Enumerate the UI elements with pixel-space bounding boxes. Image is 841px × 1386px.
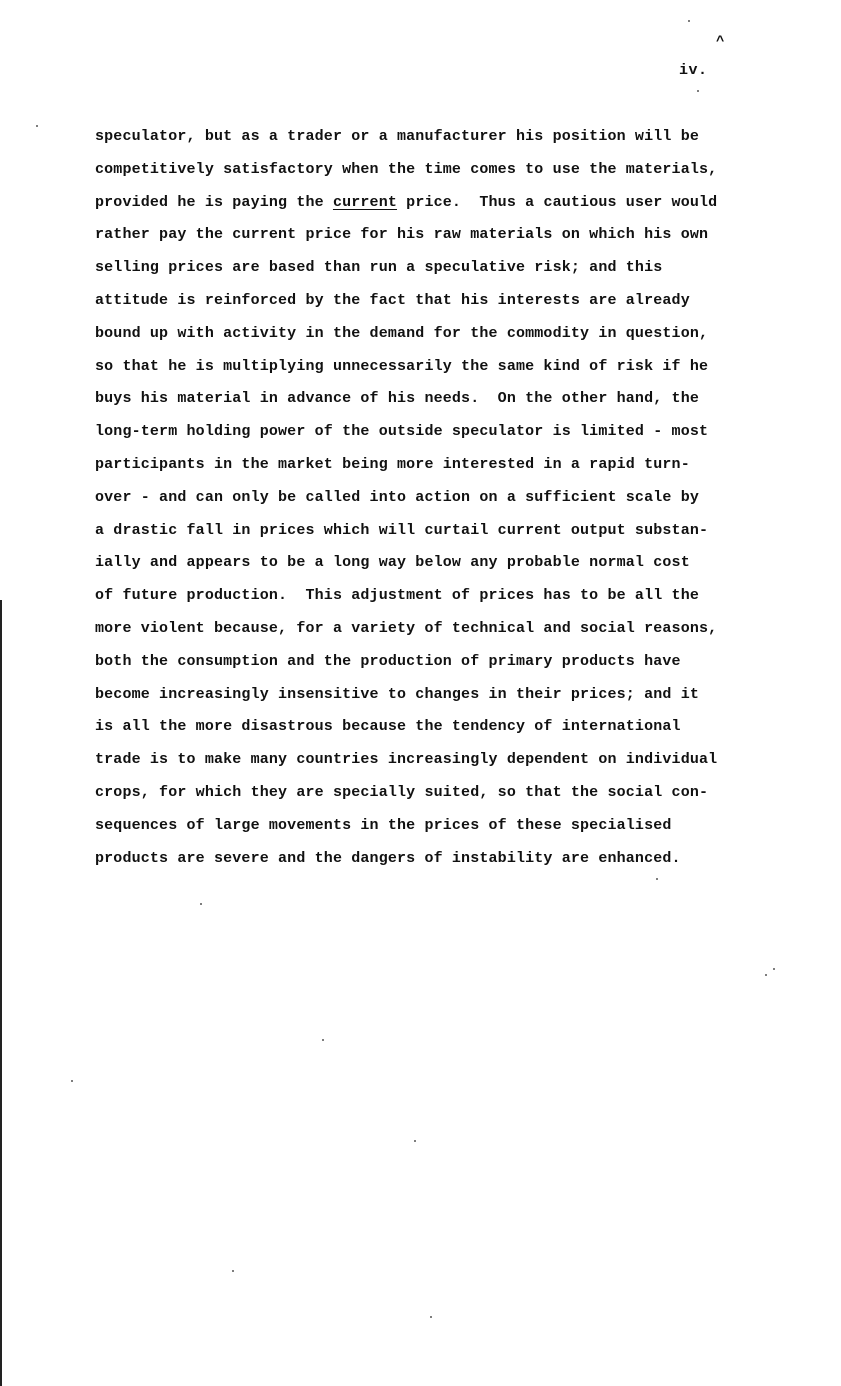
text-line: over - and can only be called into action on a sufficient scale by: [95, 488, 699, 506]
scan-speck: [697, 90, 699, 92]
text-line: products are severe and the dangers of instability are enhanced.: [95, 849, 681, 867]
scan-speck: [322, 1039, 324, 1041]
scan-edge-shadow: [0, 600, 2, 1386]
scan-speck: [656, 878, 658, 880]
text-line: trade is to make many countries increasingly dependent on individual: [95, 751, 718, 769]
text-line: crops, for which they are specially suited, so that the social con-: [95, 783, 709, 801]
scan-speck: [430, 1316, 432, 1318]
text-line: competitively satisfactory when the time comes to use the materials,: [95, 160, 718, 178]
page-number: iv.: [679, 62, 708, 79]
text-line: more violent because, for a variety of technical and social reasons,: [95, 619, 718, 637]
text-line: attitude is reinforced by the fact that his interests are already: [95, 291, 690, 309]
text-line: ially and appears to be a long way below any probable normal cost: [95, 554, 690, 572]
text-line: bound up with activity in the demand for the commodity in question,: [95, 324, 709, 342]
text-line: of future production. This adjustment of prices has to be all the: [95, 587, 699, 605]
text-segment: price. Thus a cautious user would: [397, 193, 718, 211]
text-line: speculator, but as a trader or a manufacturer his position will be: [95, 128, 699, 145]
text-segment: provided he is paying the: [95, 193, 333, 211]
scan-speck: [414, 1140, 416, 1142]
scan-speck: [773, 968, 775, 970]
text-line: rather pay the current price for his raw materials on which his own: [95, 226, 709, 244]
text-line: both the consumption and the production of primary products have: [95, 652, 681, 670]
text-line: selling prices are based than run a speculative risk; and this: [95, 259, 663, 277]
text-line: a drastic fall in prices which will curtail current output substan-: [95, 521, 709, 539]
text-line: become increasingly insensitive to changes in their prices; and it: [95, 685, 699, 703]
scan-speck: [688, 20, 690, 22]
body-paragraph: [95, 126, 795, 880]
text-line: sequences of large movements in the prices of these specialised: [95, 816, 672, 834]
scan-speck: [71, 1080, 73, 1082]
scan-speck: [200, 903, 202, 905]
scan-speck: [36, 125, 38, 127]
scan-speck: [232, 1270, 234, 1272]
text-line: is all the more disastrous because the tendency of international: [95, 718, 681, 736]
scan-speck: [765, 974, 767, 976]
text-line: so that he is multiplying unnecessarily the same kind of risk if he: [95, 357, 709, 375]
text-line: long-term holding power of the outside speculator is limited - most: [95, 423, 709, 441]
corner-mark: ^: [716, 34, 725, 50]
text-line: buys his material in advance of his needs. On the other hand, the: [95, 390, 699, 408]
text-line: participants in the market being more interested in a rapid turn-: [95, 455, 690, 473]
text-line: [95, 192, 795, 225]
underlined-word: current: [332, 193, 398, 211]
